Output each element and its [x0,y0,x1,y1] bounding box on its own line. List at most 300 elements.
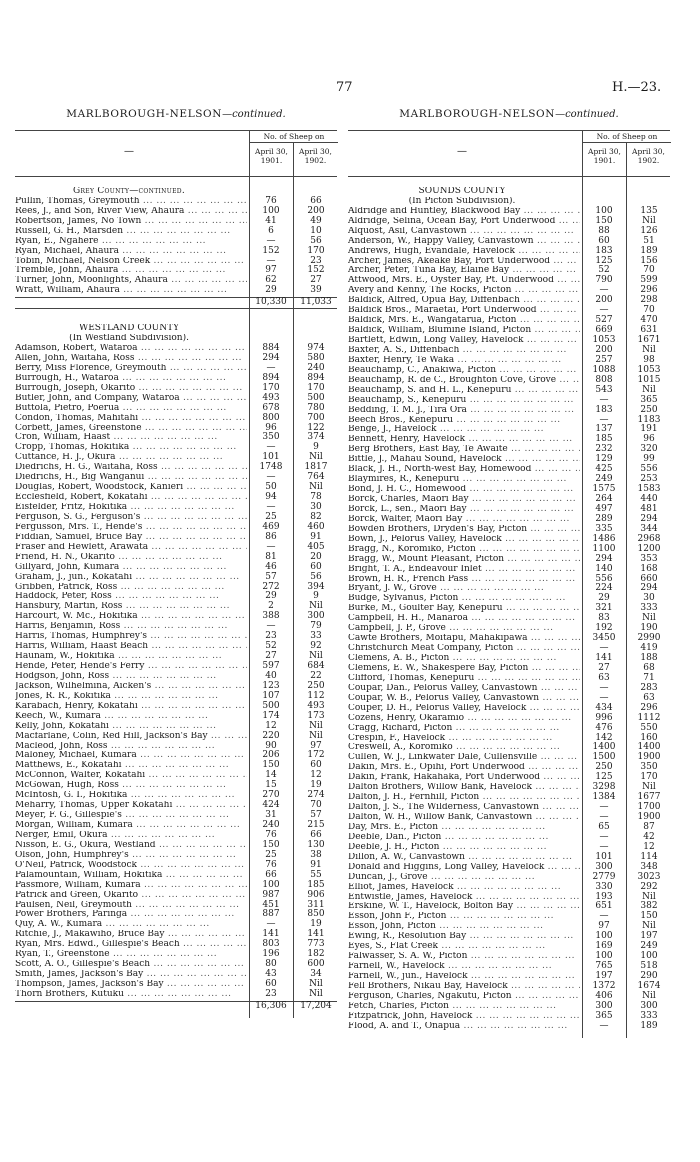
sheep-1902: 660 [640,573,658,584]
sheep-1901: 41 [265,215,277,226]
sheep-1901: 100 [595,205,613,216]
sheep-1901: 220 [262,730,280,741]
table-row [15,960,337,970]
sheep-1901: 169 [595,941,613,952]
sheep-1902: 30 [643,593,655,604]
header-date-1901: April 30, 1901. [582,143,626,176]
sheep-1901: — [599,1020,609,1031]
sheep-1901: 83 [598,613,610,624]
sheep-1901: 493 [262,392,280,403]
sheep-1901: 200 [595,344,613,355]
section-subheading: (In Picton Subdivision). [408,196,516,206]
sheep-1902: 96 [643,434,655,445]
owner-name: Haddock, Peter, Ross ... [15,592,247,602]
sheep-1901: 196 [262,949,280,960]
owner-name: Budge, Sylvanus, Picton ... [348,594,580,604]
sheep-1902: 292 [640,881,658,892]
sheep-1902: 580 [307,352,325,363]
owner-name: Tobin, Michael, Nelson Creek ... [15,257,247,267]
table-row [15,384,337,394]
table-row [348,485,670,495]
sheep-1901: 300 [595,1000,613,1011]
sheep-1902: Nil [309,979,323,989]
table-row [15,930,337,940]
left-column-title: MARLBOROUGH-NELSON—continued. [66,108,286,120]
table-row [348,674,670,684]
sheep-1902: 60 [310,561,322,572]
sheep-1901: 140 [595,563,613,574]
owner-name: Farnell, W., Havelock ... [348,962,580,972]
sheep-1901: 1384 [592,792,616,803]
owner-name: Aldridge, Selina, Ocean Bay, Port Underwood ... [348,217,580,227]
sheep-1901: 46 [265,561,277,572]
owner-name: Bowden Brothers, Dryden's Bay, Picton ... [348,525,580,535]
owner-name: Wratt, William, Ahaura ... [15,286,247,296]
sheep-1902: 160 [640,732,658,743]
table-row [15,831,337,841]
sheep-1901: 1053 [592,335,616,345]
table-row [348,992,670,1002]
sheep-1902: 38 [310,849,322,860]
sheep-1902: 1674 [637,980,661,991]
table-row [348,346,670,356]
left-table-body [15,177,337,1018]
sheep-1902: 19 [310,919,322,930]
table-row [15,712,337,722]
owner-name: Robertson, James, No Town ... [15,217,247,227]
owner-name: Butler, John, and Company, Wataroa ... [15,394,247,404]
right-table-body [348,177,670,1038]
total-row: 16,306 17,204 [15,1001,337,1012]
sheep-1902: Nil [642,344,656,355]
sheep-1902: 1400 [637,742,661,753]
table-row [15,364,337,374]
owner-name: McConnon, Walter, Kokatahi ... [15,771,247,781]
owner-name: Cropp, Thomas, Hokitika ... [15,443,247,453]
sheep-1901: 3450 [592,633,616,644]
sheep-1901: — [266,235,276,246]
sheep-1901: 60 [598,235,610,246]
table-row [348,694,670,704]
owner-name: Bedding, T. M. J., Tira Ora ... [348,406,580,416]
table-row [15,533,337,543]
sheep-1901: — [599,831,609,842]
table-row [348,565,670,575]
owner-name: Fetch, Charles, Picton ... [348,1002,580,1012]
table-row [15,503,337,513]
sheep-1902: 100 [640,951,658,962]
sheep-1902: 197 [640,931,658,942]
owner-name: Smith, James, Jackson's Bay ... [15,970,247,980]
sheep-1902: Nil [309,651,323,662]
sheep-1902: 51 [643,235,655,246]
sheep-1902: 27 [310,275,322,286]
sheep-1902: 2990 [637,633,661,644]
table-row [348,257,670,267]
sheep-1902: Nil [309,988,323,999]
sheep-1901: 249 [595,474,613,485]
owner-name: Duncan, J., Grove ... [348,873,580,883]
table-row [15,276,337,286]
table-row [348,604,670,614]
sheep-1902: 250 [307,680,325,691]
sheep-1902: 135 [640,205,658,216]
sheep-1902: 91 [310,531,322,542]
owner-name: Baxter, Henry, Te Waka ... [348,356,580,366]
owner-name: Douglas, Robert, Woodstock, Kanieri ... [15,483,247,493]
owner-name: Clifford, Thomas, Kenepuru ... [348,674,580,684]
page-header [0,80,700,100]
table-row [15,801,337,811]
table-row [15,433,337,443]
table-row [348,714,670,724]
table-row [15,821,337,831]
sheep-1901: 294 [262,352,280,363]
sheep-1902: 344 [640,523,658,534]
sheep-1902: 550 [640,722,658,733]
table-row [15,493,337,503]
table-row [348,823,670,833]
sheep-1902: 10 [310,225,322,236]
sheep-1901: — [266,621,276,632]
owner-name: Archer, James, Akeake Bay, Port Underwood ... [348,257,580,267]
owner-name: Archer, Peter, Tuna Bay, Elaine Bay ... [348,266,580,276]
sheep-1902: 22 [310,670,322,681]
section-subheading: (In Westland Subdivision). [69,334,189,344]
table-row [348,455,670,465]
sheep-1902: 130 [307,839,325,850]
sheep-1902: 631 [640,325,658,336]
table-row [348,962,670,972]
sheep-1902: 12 [643,841,655,852]
owner-name: Kelly, John, Kokatahi ... [15,722,247,732]
sheep-1902: 185 [307,879,325,890]
sheep-1902: 405 [307,541,325,552]
sheep-1902: 87 [643,821,655,832]
owner-name: Dalton Brothers, Willow Bank, Havelock ... [348,783,580,793]
header-blank: — [124,146,134,157]
sheep-1902: 556 [640,464,658,475]
table-row [15,781,337,791]
sheep-1902: 141 [307,929,325,940]
table-row [15,443,337,453]
sheep-1901: 101 [262,452,280,463]
sheep-1902: 66 [310,829,322,840]
sheep-1901: 350 [262,432,280,443]
table-row [348,902,670,912]
owner-name: Macfarlane, Colin, Red Hill, Jackson's Bay ... [15,732,247,742]
sheep-1901: 142 [595,732,613,743]
owner-name: Dakin, Frank, Hakahaka, Port Underwood ... [348,773,580,783]
sheep-1902: Nil [309,452,323,463]
table-row [348,654,670,664]
owner-name: Pullin, Thomas, Greymouth ... [15,197,247,207]
sheep-1902: 189 [640,1020,658,1031]
owner-name: Bryant, J. W., Grove ... [348,584,580,594]
sheep-1902: 1200 [637,543,661,554]
sheep-1902: 1053 [637,364,661,375]
sheep-1901: 50 [265,482,277,493]
table-row [15,791,337,801]
sheep-1901: 125 [595,772,613,783]
sheep-1901: 80 [265,959,277,970]
sheep-1901: 66 [265,869,277,880]
sheep-1902: 71 [643,672,655,683]
sheep-1901: 25 [265,849,277,860]
owner-name: Berry, Miss Florence, Greymouth ... [15,364,247,374]
sheep-1902: 481 [640,503,658,514]
sheep-1902: 1583 [637,484,661,495]
owner-name: Allen, John, Waitaha, Ross ... [15,354,247,364]
table-row [348,396,670,406]
header-blank: — [457,146,467,157]
owner-name: O'Neil, Patrick, Woodstock ... [15,861,247,871]
sheep-1901: 23 [265,631,277,642]
table-row [15,583,337,593]
sheep-1901: 678 [262,402,280,413]
sheep-1902: 56 [310,235,322,246]
sheep-1901: 76 [265,195,277,206]
table-row [348,982,670,992]
owner-name: Flood, A. and T., Onapua ... [348,1022,580,1032]
owner-name: Ecclesfield, Robert, Kokatahi ... [15,493,247,503]
table-row [348,425,670,435]
sheep-1901: 1500 [592,752,616,763]
owner-name: Ferguson, S. G., Ferguson's ... [15,513,247,523]
sheep-1901: 2 [268,601,274,612]
table-row [15,841,337,851]
owner-name: Falwasser, S. A. W., Picton ... [348,952,580,962]
table-row [15,207,337,217]
owner-name: Gillyard, John, Kumara ... [15,563,247,573]
sheep-1902: 91 [310,859,322,870]
owner-name: Hende, Peter, Hende's Ferry ... [15,662,247,672]
table-row [15,702,337,712]
owner-name: Cuttance, H. J., Okura ... [15,453,247,463]
sheep-1901: 29 [265,285,277,296]
table-row [15,394,337,404]
sheep-1902: 82 [310,511,322,522]
owner-name: Bragg, N., Koromiko, Picton ... [348,545,580,555]
owner-name: McIntosh, G. I., Hokitika ... [15,791,247,801]
sheep-1902: 39 [310,285,322,296]
sheep-1902: 1677 [637,792,661,803]
sheep-1901: 497 [595,503,613,514]
section-heading: Grey County—continued. [72,186,186,196]
sheep-1902: 296 [640,285,658,296]
sheep-1902: 112 [307,690,325,701]
table-row [15,771,337,781]
table-row [15,980,337,990]
sheep-1902: Nil [642,782,656,793]
sheep-1902: 1900 [637,752,661,763]
owner-name: Dalton, J. S., The Wilderness, Canvastown ... [348,803,580,813]
table-row [348,684,670,694]
sheep-1901: 150 [262,839,280,850]
table-row [348,525,670,535]
sheep-1902: 9 [313,442,319,453]
owner-name: Nisson, E. G., Okura, Westland ... [15,841,247,851]
table-row [348,1012,670,1022]
table-row [15,662,337,672]
sheep-1902: 700 [307,412,325,423]
sheep-1902: 320 [640,444,658,455]
sheep-1902: Nil [642,990,656,1001]
sheep-1901: 232 [595,444,613,455]
sheep-1902: 311 [307,899,325,910]
table-row [15,344,337,354]
sheep-1902: 189 [640,245,658,256]
sheep-1901: 1100 [592,543,616,554]
document-reference: H.—23. [612,80,662,95]
table-row [348,873,670,883]
table-row [348,247,670,257]
owner-name: Day, Mrs. E., Picton ... [348,823,580,833]
sheep-1901: — [266,541,276,552]
sheep-1902: 172 [307,750,325,761]
table-row [348,863,670,873]
sheep-1901: 141 [595,653,613,663]
table-row [348,853,670,863]
sheep-1902: 33 [310,631,322,642]
owner-name: Cullen, W. J., Linkwater Dale, Cullensville ... [348,753,580,763]
sheep-1902: 283 [640,682,658,693]
sheep-1901: 224 [595,583,613,594]
table-row [348,664,670,674]
sheep-1902: Nil [309,730,323,741]
owner-name: Diedrichs, H., Big Wanganui ... [15,473,247,483]
table-row [348,972,670,982]
sheep-1901: 23 [265,988,277,999]
owner-name: Fell Brothers, Nikau Bay, Havelock ... [348,982,580,992]
sheep-1901: 150 [595,215,613,226]
sheep-1902: 493 [307,700,325,711]
sheep-1901: 264 [595,494,613,504]
sheep-1902: 12 [310,770,322,781]
owner-name: Campbell, H. H., Manaroa ... [348,614,580,624]
owner-name: Dalton, W. H., Willow Bank, Canvastown ... [348,813,580,823]
sheep-1901: 141 [262,929,280,940]
sheep-1902: 350 [640,762,658,773]
owner-name: Condon, Thomas, Mahitahi ... [15,414,247,424]
owner-name: Ryan, E., Ngahere ... [15,237,247,247]
owner-name: Friend, H. N., Okarito ... [15,553,247,563]
sheep-1901: 330 [595,881,613,892]
table-row [348,326,670,336]
owner-name: Quy, A. W., Kumara ... [15,920,247,930]
sheep-1901: 29 [265,591,277,602]
sheep-1902: 298 [640,295,658,306]
sheep-1902: 156 [640,255,658,266]
sheep-1902: 122 [307,422,325,433]
table-row [15,901,337,911]
table-row [348,803,670,813]
sheep-1901: 183 [595,245,613,256]
table-row [348,1002,670,1012]
table-row [348,922,670,932]
sheep-1902: 70 [643,265,655,276]
sheep-1902: 1015 [637,374,661,385]
owner-name: Harris, Thomas, Humphrey's ... [15,632,247,642]
sheep-1902: 114 [640,851,658,862]
sheep-1901: 300 [595,861,613,872]
owner-name: Palamountain, William, Hokitika ... [15,871,247,881]
owner-name: Baldick, Alfred, Opua Bay, Diffenbach ... [348,296,580,306]
sheep-1902: Nil [309,720,323,731]
owner-name: Bennett, Henry, Havelock ... [348,435,580,445]
sheep-1901: 425 [595,464,613,475]
sheep-1901: 434 [595,702,613,713]
sheep-1901: 100 [595,931,613,942]
sheep-1902: 419 [640,643,658,654]
table-row [348,406,670,416]
sheep-1901: 272 [262,581,280,592]
sheep-1901: 996 [595,712,613,723]
sheep-1901: — [599,414,609,425]
table-row [348,316,670,326]
sheep-1901: 406 [595,990,613,1001]
owner-name: Jackson, Wilhelmina, Aicken's ... [15,682,247,692]
sheep-1901: 424 [262,800,280,811]
table-row [15,237,337,247]
sheep-1902: 894 [307,372,325,383]
owner-name: Couper, D. H., Pelorus Valley, Havelock ... [348,704,580,714]
table-row [348,893,670,903]
table-row [348,356,670,366]
sheep-1901: 76 [265,829,277,840]
sheep-1902: 23 [310,255,322,266]
sheep-1902: 1183 [637,414,661,425]
sheep-1902: 56 [310,571,322,582]
sheep-1901: 765 [595,961,613,972]
sheep-1902: 764 [307,472,325,483]
header-sheep-on: No. of Sheep on [249,131,338,143]
left-column [15,110,337,1018]
owner-name: Esson, John F., Picton ... [348,912,580,922]
owner-name: Black, J. H., North-west Bay, Homewood ... [348,465,580,475]
sheep-1902: 773 [307,939,325,950]
sheep-1901: 321 [595,603,613,614]
table-row [15,197,337,207]
table-row [348,594,670,604]
owner-name: Matthews, E., Kokatahi ... [15,761,247,771]
table-row [348,724,670,734]
owner-name: Christchurch Meat Company, Picton ... [348,644,580,654]
section-heading: SOUNDS COUNTY [418,186,506,196]
sheep-1901: 884 [262,343,280,353]
table-row [15,761,337,771]
owner-name: Erskine, W. T., Havelock, Bolton Bay ... [348,902,580,912]
page-number: 77 [336,80,353,95]
owner-name: Baxter, A. S., Diffenbach ... [348,346,580,356]
owner-name: Turner, John, Moonlights, Ahaura ... [15,276,247,286]
table-row [15,632,337,642]
owner-name: Harris, William, Haast Beach ... [15,642,247,652]
table-row [348,555,670,565]
table-row [348,734,670,744]
sheep-1902: 599 [640,275,658,286]
sheep-1902: 353 [640,553,658,564]
sheep-1902: 126 [640,225,658,236]
sheep-1902: 333 [640,1010,658,1021]
sheep-1901: 556 [595,573,613,584]
sheep-1902: 440 [640,494,658,504]
sheep-1901: 62 [265,275,277,286]
table-row [348,743,670,753]
owner-name: Burrough, H., Wataroa ... [15,374,247,384]
sheep-1901: 100 [262,205,280,216]
table-row [15,473,337,483]
